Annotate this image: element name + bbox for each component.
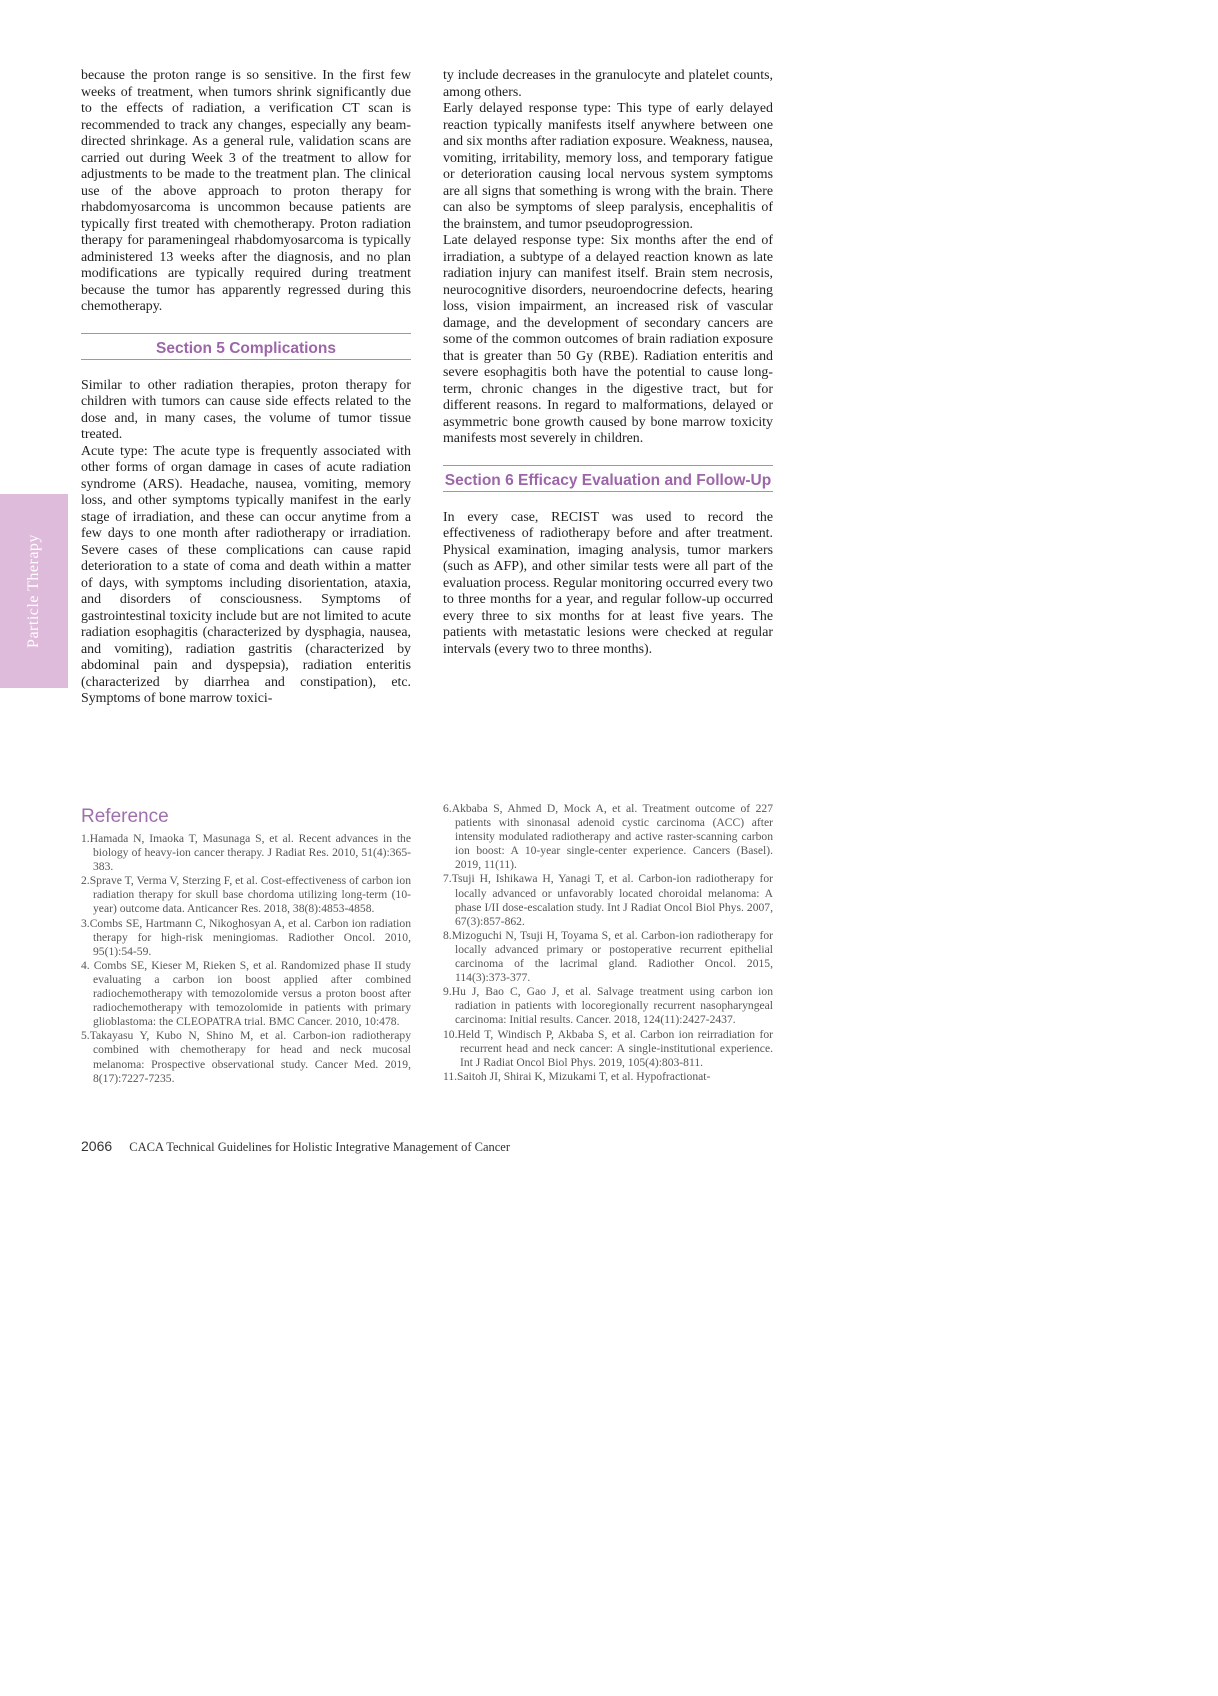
section-5-heading: Section 5 Complications <box>81 333 411 360</box>
body-paragraph: Early delayed response type: This type of early delayed reaction typically manifests itself anywhere between one and six months after radiation exposure. Weakness, nausea, vomiting, irritability, memory loss, and temporary fatigue or deterioration causing local nervous system symptoms are all signs that something is wrong with the brain. There can also be symptoms of sleep paralysis, encephalitis of the brainstem, and tumor pseudoprogression. <box>443 101 773 232</box>
reference-item: 4. Combs SE, Kieser M, Rieken S, et al. Randomized phase II study evaluating a carbon ion boost applied after combined radiochemotherapy with temozolomide versus a proton boost after radiochemotherapy with temozolomide in patients with primary glioblastoma: the CLEOPATRA trial. BMC Cancer. 2010, 10:478. <box>81 958 411 1029</box>
reference-item: 9.Hu J, Bao C, Gao J, et al. Salvage treatment using carbon ion radiation in patients with locoregionally recurrent nasopharyngeal carcinoma: Initial results. Cancer. 2018, 124(11):2427-2437. <box>443 985 773 1027</box>
reference-item: 7.Tsuji H, Ishikawa H, Yanagi T, et al. Carbon-ion radiotherapy for locally advanced or unfavorably located choroidal melanoma: A phase I/II dose-escalation study. Int J Radiat Oncol Biol Phys. 2007, 67(3):857-862. <box>443 872 773 928</box>
reference-item: 1.Hamada N, Imaoka T, Masunaga S, et al. Recent advances in the biology of heavy-ion cancer therapy. J Radiat Res. 2010, 51(4):365-383. <box>81 832 411 874</box>
section-side-tab <box>0 494 68 688</box>
side-tab-label: Particle Therapy <box>25 534 42 648</box>
left-column <box>81 68 411 708</box>
body-paragraph: because the proton range is so sensitive. In the first few weeks of treatment, when tumors shrink significantly due to the effects of radiation, a verification CT scan is recommended to track any changes, especially any beam-directed shrinkage. As a general rule, validation scans are carried out during Week 3 of the treatment to allow for adjustments to be made to the treatment plan. The clinical use of the above approach to proton therapy for rhabdomyosarcoma is uncommon because patients are typically first treated with chemotherapy. Proton radiation therapy for parameningeal rhabdomyosarcoma is typically administered 13 weeks after the diagnosis, and no plan modifications are typically required during treatment because the tumor has apparently regressed during this chemotherapy. <box>81 68 411 314</box>
right-column <box>443 68 773 658</box>
body-paragraph: In every case, RECIST was used to record the effectiveness of radiotherapy before and after treatment. Physical examination, imaging analysis, tumor markers (such as AFP), and other similar tests were all part of the evaluation process. Regular monitoring occurred every two to three months for a year, and regular follow-up occurred every three to six months for at least five years. The patients with metastatic lesions were checked at regular intervals (every two to three months). <box>443 509 773 657</box>
reference-item: 3.Combs SE, Hartmann C, Nikoghosyan A, et al. Carbon ion radiation therapy for high-risk meningiomas. Radiother Oncol. 2010, 95(1):54-59. <box>81 916 411 958</box>
page-footer <box>81 1138 510 1155</box>
reference-item: 5.Takayasu Y, Kubo N, Shino M, et al. Carbon-ion radiotherapy combined with chemotherapy for head and neck mucosal melanoma: Prospective observational study. Cancer Med. 2019, 8(17):7227-7235. <box>81 1029 411 1085</box>
page-number: 2066 <box>81 1138 113 1154</box>
reference-list-right <box>443 802 773 1084</box>
running-title: CACA Technical Guidelines for Holistic Integrative Management of Cancer <box>129 1140 511 1154</box>
reference-item: 6.Akbaba S, Ahmed D, Mock A, et al. Treatment outcome of 227 patients with sinonasal adenoid cystic carcinoma (ACC) after intensity modulated radiotherapy and active raster-scanning carbon ion boost: A 10-year single-center experience. Cancers (Basel). 2019, 11(11). <box>443 802 773 872</box>
body-paragraph: Similar to other radiation therapies, proton therapy for children with tumors can cause side effects related to the dose and, in many cases, the volume of tumor tissue treated. <box>81 377 411 442</box>
reference-list-left <box>81 832 411 1086</box>
body-paragraph: ty include decreases in the granulocyte and platelet counts, among others. <box>443 68 773 100</box>
reference-item: 10.Held T, Windisch P, Akbaba S, et al. Carbon ion reirradiation for recurrent head and neck cancer: A single-institutional experience. Int J Radiat Oncol Biol Phys. 2019, 105(4):803-811. <box>443 1027 773 1069</box>
section-6-heading: Section 6 Efficacy Evaluation and Follow-Up <box>443 465 773 492</box>
reference-heading: Reference <box>81 806 169 827</box>
body-paragraph: Acute type: The acute type is frequently associated with other forms of organ damage in cases of acute radiation syndrome (ARS). Headache, nausea, vomiting, memory loss, and other symptoms typically manifest in the early stage of irradiation, and these can occur anytime from a few days to one month after radiotherapy or irradiation. Severe cases of these complications can cause rapid deterioration to a state of coma and death within a matter of days, with symptoms including disorientation, ataxia, and disorders of consciousness. Symptoms of gastrointestinal toxicity include but are not limited to acute radiation esophagitis (characterized by dysphagia, nausea, and vomiting), radiation gastritis (characterized by abdominal pain and dyspepsia), radiation enteritis (characterized by diarrhea and constipation), etc. Symptoms of bone marrow toxici- <box>81 443 411 706</box>
reference-item: 11.Saitoh JI, Shirai K, Mizukami T, et al. Hypofractionat- <box>443 1069 711 1083</box>
reference-item: 8.Mizoguchi N, Tsuji H, Toyama S, et al. Carbon-ion radiotherapy for locally advanced primary or postoperative recurrent epithelial carcinoma of the lacrimal gland. Radiother Oncol. 2015, 114(3):373-377. <box>443 928 773 985</box>
body-paragraph: Late delayed response type: Six months after the end of irradiation, a subtype of a delayed reaction known as late radiation injury can manifest itself. Brain stem necrosis, neurocognitive disorders, neuroendocrine defects, hearing loss, vision impairment, an increased risk of vascular damage, and the development of secondary cancers are some of the common outcomes of brain radiation exposure that is greater than 50 Gy (RBE). Radiation enteritis and severe esophagitis both have the potential to cause long-term, chronic changes in the digestive tract, but for different reasons. In regard to malformations, delayed or asymmetric bone growth caused by bone marrow toxicity manifests most severely in children. <box>443 233 773 446</box>
reference-item: 2.Sprave T, Verma V, Sterzing F, et al. Cost-effectiveness of carbon ion radiation therapy for skull base chordoma utilizing long-term (10-year) outcome data. Anticancer Res. 2018, 38(8):4853-4858. <box>81 874 411 916</box>
